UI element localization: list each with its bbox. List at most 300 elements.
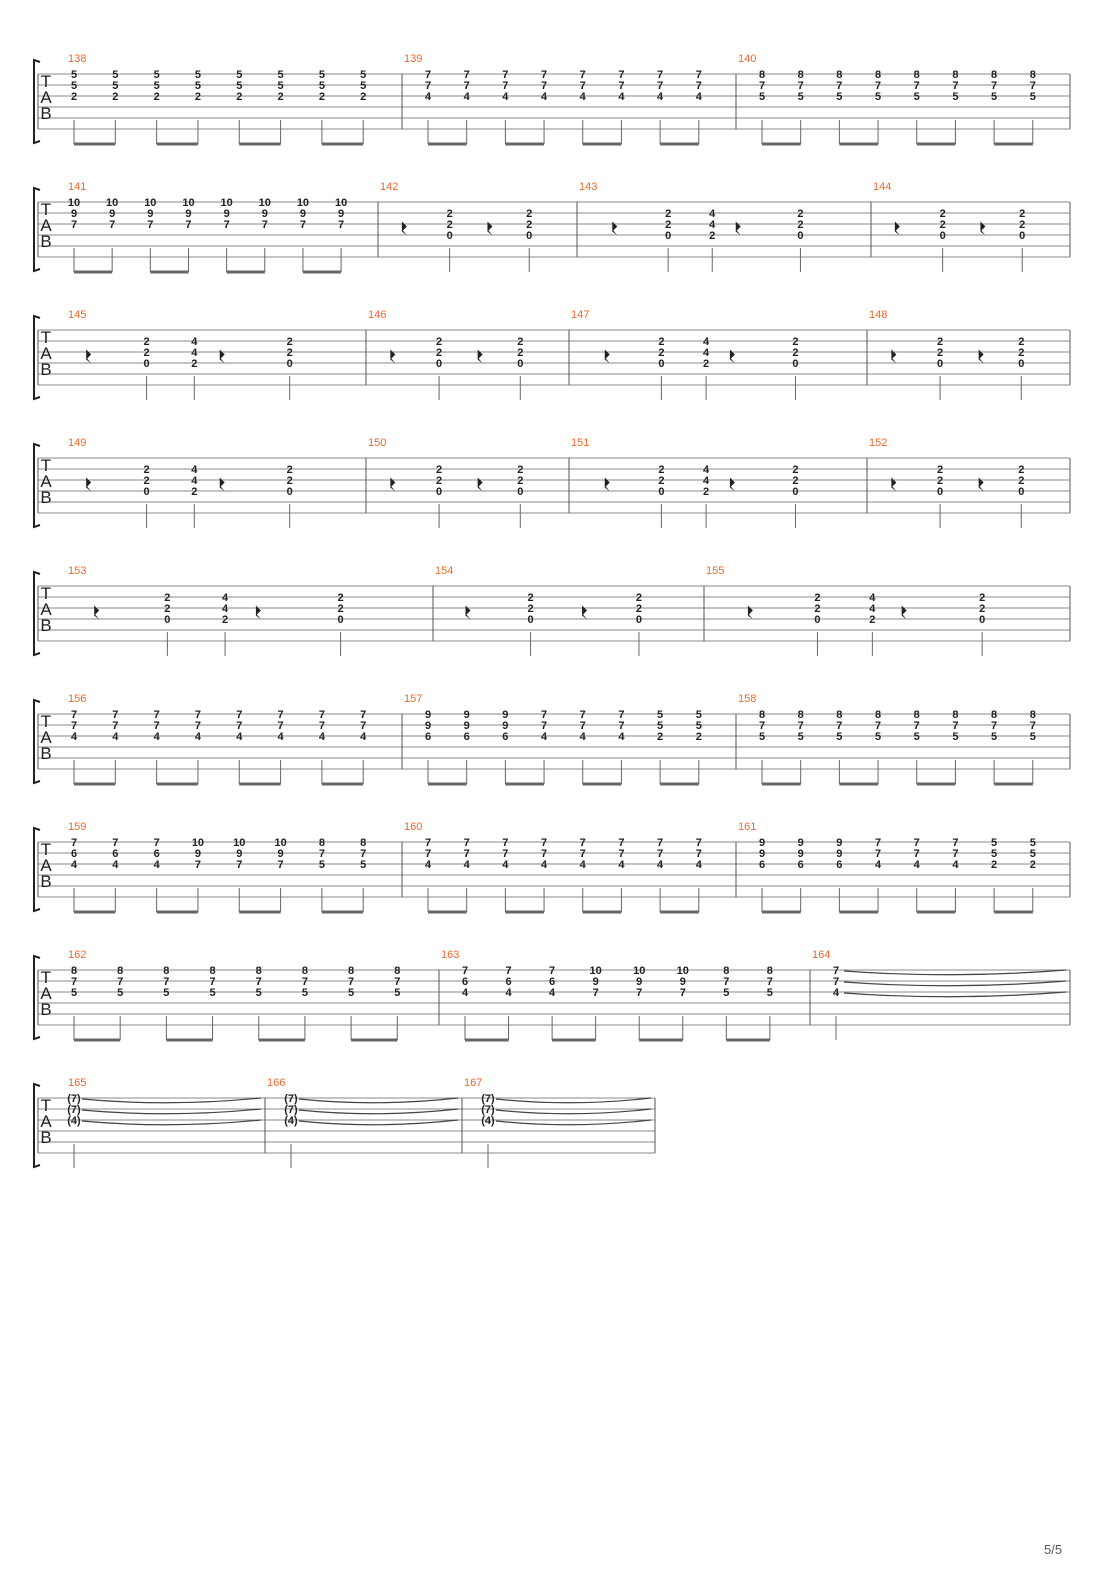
fret-number: (7) [67, 1093, 81, 1105]
fret-number: 2 [657, 731, 664, 743]
system-bracket [34, 828, 40, 911]
fret-number: 5 [952, 91, 959, 103]
tab-system [34, 821, 1070, 912]
fret-number: 4 [695, 859, 702, 871]
fret-number: (4) [284, 1115, 298, 1127]
tab-clef-letter: T [40, 840, 52, 859]
fret-number: 7 [209, 976, 216, 988]
measure-number: 151 [571, 437, 590, 449]
fret-number: 2 [792, 347, 799, 359]
fret-number: 4 [869, 592, 876, 604]
fret-number: 5 [758, 91, 766, 103]
tab-system [34, 949, 1070, 1040]
fret-number: 9 [277, 848, 284, 860]
fret-number: 10 [274, 837, 287, 849]
fret-number: 8 [874, 69, 882, 81]
fret-number: 2 [1019, 219, 1026, 231]
fret-number: 5 [70, 69, 78, 81]
fret-number: 5 [70, 987, 78, 999]
measure-number: 155 [706, 565, 725, 577]
tie [496, 1109, 651, 1114]
fret-number: 4 [703, 336, 710, 348]
system-bracket [34, 700, 40, 783]
fret-number: 8 [766, 965, 773, 977]
fret-number: 8 [348, 965, 355, 977]
fret-number: 5 [836, 91, 843, 103]
tie [82, 1120, 261, 1125]
fret-number: 7 [194, 720, 202, 732]
system-bracket [34, 188, 40, 271]
fret-number: 2 [194, 91, 202, 103]
fret-number: 7 [913, 80, 920, 92]
fret-number: 0 [143, 358, 150, 370]
fret-number: 8 [255, 965, 262, 977]
measure-number: 158 [738, 693, 757, 705]
fret-number: 2 [143, 336, 150, 348]
fret-number: 0 [979, 614, 986, 626]
fret-number: 7 [540, 720, 548, 732]
fret-number: 5 [318, 859, 325, 871]
fret-number: 4 [153, 731, 160, 743]
measure-number: 141 [68, 181, 87, 193]
tab-clef-letter: T [40, 72, 52, 91]
fret-number: 2 [1019, 208, 1026, 220]
fret-number: 0 [1019, 230, 1026, 242]
tie [299, 1120, 458, 1125]
fret-number: 0 [792, 486, 799, 498]
fret-number: 7 [874, 720, 882, 732]
fret-number: 7 [797, 720, 804, 732]
fret-number: 8 [797, 69, 804, 81]
fret-number: 7 [424, 80, 432, 92]
fret-number: 9 [797, 848, 804, 860]
tab-system [34, 181, 1070, 272]
fret-number: 0 [814, 614, 821, 626]
fret-number: 7 [874, 848, 882, 860]
fret-number: 9 [109, 208, 116, 220]
fret-number: 7 [836, 720, 843, 732]
fret-number: 8 [209, 965, 216, 977]
fret-number: 2 [635, 592, 643, 604]
fret-number: 2 [517, 464, 524, 476]
fret-number: 8 [991, 709, 998, 721]
fret-number: 5 [1029, 837, 1036, 849]
fret-number: 7 [592, 987, 599, 999]
fret-number: 2 [792, 336, 799, 348]
fret-number: 2 [792, 475, 799, 487]
fret-number: 2 [517, 347, 524, 359]
fret-number: 4 [70, 731, 78, 743]
fret-number: 2 [112, 91, 119, 103]
fret-number: 10 [144, 197, 157, 209]
system-bracket [34, 444, 40, 527]
fret-number: 5 [153, 69, 160, 81]
fret-number: 2 [635, 603, 643, 615]
fret-number: 10 [106, 197, 119, 209]
fret-number: 7 [255, 976, 262, 988]
fret-number: 2 [665, 219, 672, 231]
fret-number: 4 [869, 603, 876, 615]
fret-number: 7 [618, 69, 625, 81]
fret-number: 5 [255, 987, 262, 999]
fret-number: 2 [436, 336, 443, 348]
fret-number: 7 [424, 837, 432, 849]
fret-number: 4 [703, 464, 710, 476]
fret-number: 8 [318, 837, 325, 849]
fret-number: 7 [394, 976, 401, 988]
fret-number: 7 [579, 709, 586, 721]
measure-number: 154 [435, 565, 454, 577]
fret-number: 10 [334, 197, 348, 209]
measure-number: 157 [404, 693, 423, 705]
fret-number: 4 [191, 464, 198, 476]
measure-number: 163 [441, 949, 460, 961]
tab-clef-letter: B [40, 1128, 52, 1147]
fret-number: 5 [991, 731, 998, 743]
fret-number: 5 [991, 837, 998, 849]
fret-number: 2 [703, 486, 710, 498]
fret-number: 5 [348, 987, 355, 999]
measure-number: 138 [68, 53, 87, 65]
fret-number: 0 [436, 486, 443, 498]
fret-number: 7 [657, 848, 664, 860]
fret-number: 7 [874, 80, 882, 92]
fret-number: 7 [636, 987, 643, 999]
fret-number: 7 [952, 848, 959, 860]
fret-number: 4 [502, 91, 509, 103]
fret-number: 7 [112, 709, 119, 721]
tab-clef-letter: T [40, 200, 52, 219]
measure-number: 166 [267, 1077, 286, 1089]
fret-number: 2 [658, 336, 665, 348]
tab-clef-letter: T [40, 1096, 52, 1115]
fret-number: 2 [937, 347, 944, 359]
fret-number: 7 [301, 976, 308, 988]
fret-number: 4 [191, 347, 198, 359]
fret-number: 7 [540, 80, 548, 92]
fret-number: 4 [579, 859, 586, 871]
fret-number: 5 [360, 69, 367, 81]
fret-number: 5 [153, 80, 160, 92]
fret-number: 0 [937, 358, 944, 370]
fret-number: 2 [797, 219, 804, 231]
tab-clef-letter: T [40, 968, 52, 987]
fret-number: 5 [991, 848, 998, 860]
fret-number: 2 [277, 91, 284, 103]
fret-number: 7 [194, 859, 202, 871]
fret-number: 5 [1029, 848, 1036, 860]
fret-number: 8 [117, 965, 124, 977]
fret-number: 10 [182, 197, 195, 209]
fret-number: 4 [463, 859, 470, 871]
system-bracket [34, 60, 40, 143]
fret-number: 2 [526, 219, 533, 231]
fret-number: 2 [937, 464, 944, 476]
fret-number: 7 [913, 720, 920, 732]
fret-number: 5 [695, 720, 702, 732]
measure-number: 145 [68, 309, 87, 321]
fret-number: 7 [549, 965, 556, 977]
fret-number: 2 [814, 592, 821, 604]
fret-number: (4) [481, 1115, 495, 1127]
fret-number: 2 [143, 464, 150, 476]
measure-number: 149 [68, 437, 87, 449]
fret-number: 8 [394, 965, 401, 977]
fret-number: 7 [874, 837, 882, 849]
fret-number: 5 [913, 91, 920, 103]
fret-number: 6 [549, 976, 556, 988]
fret-number: 7 [766, 976, 773, 988]
fret-number: 7 [70, 709, 78, 721]
fret-number: 7 [952, 80, 959, 92]
fret-number: 2 [979, 603, 986, 615]
tab-clef-letter: B [40, 360, 52, 379]
fret-number: 7 [991, 80, 998, 92]
fret-number: 8 [758, 709, 766, 721]
fret-number: 7 [463, 837, 470, 849]
tab-clef-letter: A [40, 856, 52, 875]
fret-number: 2 [446, 219, 453, 231]
fret-number: 4 [502, 859, 509, 871]
measure-number: 150 [368, 437, 387, 449]
fret-number: 5 [194, 80, 202, 92]
fret-number: 4 [70, 859, 78, 871]
fret-number: 5 [318, 80, 325, 92]
fret-number: 7 [502, 69, 509, 81]
measure-number: 142 [380, 181, 399, 193]
fret-number: 0 [337, 614, 344, 626]
fret-number: 4 [832, 987, 840, 999]
fret-number: 2 [1018, 336, 1025, 348]
fret-number: 4 [540, 859, 548, 871]
measure-number: 160 [404, 821, 423, 833]
fret-number: 10 [220, 197, 233, 209]
fret-number: 5 [277, 69, 284, 81]
fret-number: 7 [952, 837, 959, 849]
fret-number: 2 [164, 603, 171, 615]
fret-number: 2 [527, 603, 534, 615]
fret-number: 9 [679, 976, 686, 988]
tab-clef-letter: B [40, 104, 52, 123]
fret-number: 7 [618, 80, 625, 92]
fret-number: 4 [191, 475, 198, 487]
fret-number: 6 [461, 976, 469, 988]
tab-clef-letter: B [40, 232, 52, 251]
fret-number: 7 [70, 720, 78, 732]
fret-number: 7 [117, 976, 124, 988]
fret-number: 5 [301, 987, 308, 999]
fret-number: 8 [836, 709, 843, 721]
fret-number: 7 [236, 720, 243, 732]
fret-number: 2 [1018, 464, 1025, 476]
fret-number: 6 [797, 859, 804, 871]
tie [82, 1109, 261, 1114]
fret-number: 5 [1029, 731, 1036, 743]
fret-number: 0 [665, 230, 672, 242]
fret-number: 6 [70, 848, 78, 860]
fret-number: 5 [112, 69, 119, 81]
fret-number: 4 [618, 91, 625, 103]
fret-number: 4 [657, 859, 664, 871]
fret-number: 2 [709, 230, 716, 242]
fret-number: 0 [939, 230, 946, 242]
fret-number: 7 [299, 219, 307, 231]
fret-number: 2 [979, 592, 986, 604]
fret-number: 0 [436, 358, 443, 370]
fret-number: 2 [695, 731, 702, 743]
fret-number: 2 [286, 347, 293, 359]
fret-number: 4 [540, 731, 548, 743]
fret-number: 5 [209, 987, 216, 999]
fret-number: 4 [505, 987, 512, 999]
measure-number: 147 [571, 309, 590, 321]
fret-number: 8 [758, 69, 766, 81]
fret-number: 4 [277, 731, 284, 743]
fret-number: 10 [191, 837, 205, 849]
fret-number: 7 [236, 709, 243, 721]
measure-number: 152 [869, 437, 888, 449]
tie [844, 970, 1066, 975]
fret-number: 6 [836, 859, 843, 871]
fret-number: 9 [502, 720, 509, 732]
measure-number: 148 [869, 309, 888, 321]
fret-number: 6 [463, 731, 470, 743]
fret-number: 2 [318, 91, 325, 103]
fret-number: 4 [618, 859, 625, 871]
fret-number: 0 [527, 614, 534, 626]
fret-number: 2 [436, 475, 443, 487]
fret-number: 7 [277, 709, 284, 721]
fret-number: 4 [913, 859, 920, 871]
tie [299, 1109, 458, 1114]
fret-number: 7 [70, 976, 78, 988]
tab-clef-letter: A [40, 1112, 52, 1131]
fret-number: 7 [70, 837, 78, 849]
fret-number: 4 [424, 91, 432, 103]
fret-number: 9 [147, 208, 154, 220]
measure-number: 140 [738, 53, 757, 65]
tab-system [34, 53, 1070, 144]
fret-number: 7 [277, 720, 284, 732]
fret-number: 2 [517, 475, 524, 487]
fret-number: 9 [194, 848, 202, 860]
fret-number: 7 [579, 69, 586, 81]
fret-number: 7 [657, 69, 664, 81]
fret-number: 7 [758, 720, 766, 732]
fret-number: 2 [792, 464, 799, 476]
fret-number: 9 [502, 709, 509, 721]
tab-clef-letter: T [40, 584, 52, 603]
tab-clef-letter: A [40, 728, 52, 747]
fret-number: 4 [703, 347, 710, 359]
fret-number: 2 [1018, 475, 1025, 487]
fret-number: 8 [991, 69, 998, 81]
fret-number: 2 [436, 347, 443, 359]
fret-number: 7 [360, 720, 367, 732]
fret-number: 10 [676, 965, 689, 977]
system-bracket [34, 316, 40, 399]
fret-number: 0 [517, 486, 524, 498]
fret-number: 7 [112, 837, 119, 849]
fret-number: 4 [191, 336, 198, 348]
fret-number: 5 [991, 91, 998, 103]
fret-number: 7 [360, 709, 367, 721]
fret-number: 7 [579, 848, 586, 860]
fret-number: 5 [874, 731, 882, 743]
fret-number: 2 [286, 475, 293, 487]
tab-system [34, 1077, 655, 1168]
fret-number: 7 [1029, 80, 1036, 92]
fret-number: 0 [797, 230, 804, 242]
fret-number: 5 [236, 69, 243, 81]
fret-number: 8 [874, 709, 882, 721]
fret-number: 10 [258, 197, 271, 209]
tie [299, 1098, 458, 1103]
fret-number: 7 [723, 976, 730, 988]
fret-number: (4) [67, 1115, 81, 1127]
fret-number: 0 [526, 230, 533, 242]
fret-number: 4 [461, 987, 469, 999]
fret-number: 2 [360, 91, 367, 103]
fret-number: 2 [1029, 859, 1036, 871]
measure-number: 162 [68, 949, 87, 961]
measure-number: 146 [368, 309, 387, 321]
fret-number: 4 [318, 731, 325, 743]
fret-number: 7 [579, 720, 586, 732]
fret-number: 4 [618, 731, 625, 743]
fret-number: 4 [360, 731, 367, 743]
fret-number: 7 [618, 709, 625, 721]
fret-number: 8 [301, 965, 308, 977]
fret-number: 4 [709, 208, 716, 220]
fret-number: 7 [463, 80, 470, 92]
fret-number: 5 [836, 731, 843, 743]
fret-number: 8 [1029, 69, 1036, 81]
fret-number: 7 [70, 219, 78, 231]
fret-number: 2 [337, 592, 344, 604]
fret-number: 7 [147, 219, 154, 231]
fret-number: 7 [1029, 720, 1036, 732]
fret-number: 7 [540, 837, 548, 849]
fret-number: 7 [618, 837, 625, 849]
fret-number: 2 [658, 347, 665, 359]
measure-number: 165 [68, 1077, 87, 1089]
fret-number: 4 [703, 475, 710, 487]
fret-number: 9 [836, 837, 843, 849]
fret-number: 8 [952, 709, 959, 721]
fret-number: 7 [194, 709, 202, 721]
fret-number: 9 [236, 848, 243, 860]
fret-number: 9 [836, 848, 843, 860]
fret-number: 7 [657, 837, 664, 849]
fret-number: 0 [143, 486, 150, 498]
fret-number: 7 [540, 848, 548, 860]
fret-number: 8 [836, 69, 843, 81]
fret-number: 5 [797, 731, 804, 743]
fret-number: 5 [117, 987, 124, 999]
fret-number: 5 [766, 987, 773, 999]
fret-number: 5 [913, 731, 920, 743]
fret-number: 7 [185, 219, 192, 231]
fret-number: 7 [261, 219, 268, 231]
fret-number: 8 [360, 837, 367, 849]
fret-number: 7 [153, 709, 160, 721]
fret-number: 2 [665, 208, 672, 220]
fret-number: 2 [446, 208, 453, 220]
fret-number: 7 [163, 976, 170, 988]
fret-number: 5 [277, 80, 284, 92]
fret-number: 7 [153, 720, 160, 732]
